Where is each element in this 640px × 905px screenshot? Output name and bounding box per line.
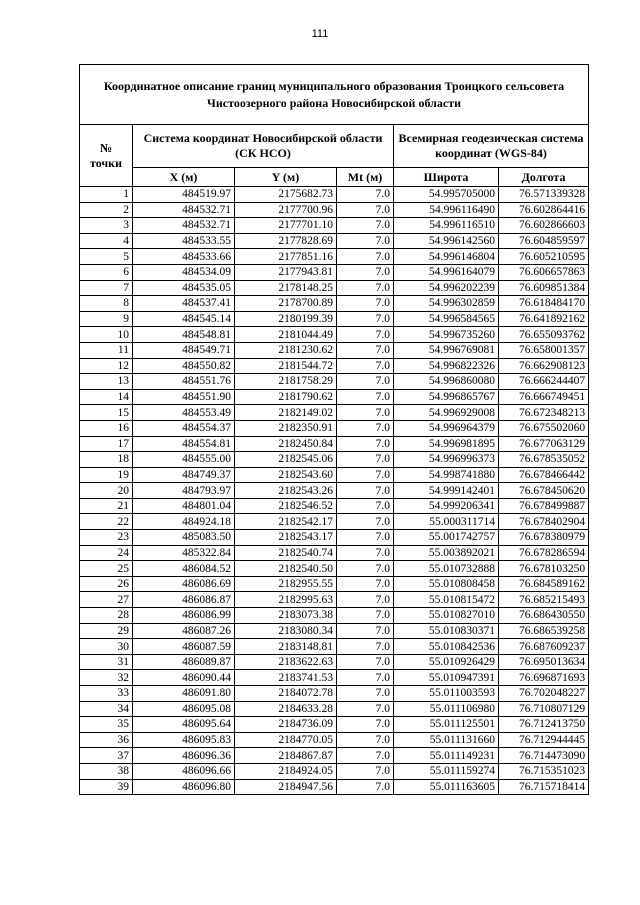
cell-point-number: 14 xyxy=(80,389,133,405)
cell-y: 2182995.63 xyxy=(235,592,337,608)
cell-y: 2181044.49 xyxy=(235,327,337,343)
cell-longitude: 76.678466442 xyxy=(499,467,589,483)
cell-x: 484555.00 xyxy=(133,452,235,468)
table-row xyxy=(80,717,589,733)
cell-y: 2183080.34 xyxy=(235,623,337,639)
cell-longitude: 76.712413750 xyxy=(499,717,589,733)
cell-point-number: 37 xyxy=(80,748,133,764)
cell-latitude: 54.996996373 xyxy=(394,452,499,468)
table-row xyxy=(80,452,589,468)
coordinates-table xyxy=(79,64,589,795)
cell-longitude: 76.666749451 xyxy=(499,389,589,405)
cell-y: 2184072.78 xyxy=(235,686,337,702)
cell-latitude: 55.001742757 xyxy=(394,530,499,546)
table-row xyxy=(80,467,589,483)
cell-point-number: 17 xyxy=(80,436,133,452)
cell-y: 2183148.81 xyxy=(235,639,337,655)
cell-mt: 7.0 xyxy=(337,608,394,624)
cell-latitude: 54.995705000 xyxy=(394,187,499,203)
cell-latitude: 54.996146804 xyxy=(394,249,499,265)
cell-point-number: 32 xyxy=(80,670,133,686)
cell-longitude: 76.712944445 xyxy=(499,732,589,748)
cell-y: 2184770.05 xyxy=(235,732,337,748)
cell-y: 2177851.16 xyxy=(235,249,337,265)
table-row xyxy=(80,405,589,421)
cell-latitude: 54.996865767 xyxy=(394,389,499,405)
cell-latitude: 54.996929008 xyxy=(394,405,499,421)
cell-point-number: 24 xyxy=(80,545,133,561)
cell-x: 484533.55 xyxy=(133,233,235,249)
table-row xyxy=(80,436,589,452)
cell-latitude: 55.010732888 xyxy=(394,561,499,577)
table-row xyxy=(80,748,589,764)
cell-longitude: 76.605210595 xyxy=(499,249,589,265)
cell-y: 2178700.89 xyxy=(235,296,337,312)
cell-y: 2175682.73 xyxy=(235,187,337,203)
table-row xyxy=(80,670,589,686)
cell-x: 486091.80 xyxy=(133,686,235,702)
cell-x: 484545.14 xyxy=(133,311,235,327)
cell-mt: 7.0 xyxy=(337,748,394,764)
cell-point-number: 33 xyxy=(80,686,133,702)
cell-point-number: 11 xyxy=(80,342,133,358)
cell-x: 484532.71 xyxy=(133,202,235,218)
cell-x: 484535.05 xyxy=(133,280,235,296)
cell-y: 2184947.56 xyxy=(235,779,337,795)
header-system-wgs84: Всемирная геодезическая система координат (WGS-84) xyxy=(394,125,589,168)
table-row xyxy=(80,686,589,702)
cell-point-number: 34 xyxy=(80,701,133,717)
cell-mt: 7.0 xyxy=(337,280,394,296)
cell-mt: 7.0 xyxy=(337,389,394,405)
table-row xyxy=(80,654,589,670)
cell-point-number: 26 xyxy=(80,576,133,592)
cell-mt: 7.0 xyxy=(337,576,394,592)
cell-longitude: 76.687609237 xyxy=(499,639,589,655)
cell-mt: 7.0 xyxy=(337,686,394,702)
cell-longitude: 76.678103250 xyxy=(499,561,589,577)
cell-y: 2182350.91 xyxy=(235,420,337,436)
cell-longitude: 76.702048227 xyxy=(499,686,589,702)
cell-latitude: 55.011163605 xyxy=(394,779,499,795)
cell-y: 2184633.28 xyxy=(235,701,337,717)
cell-y: 2182542.17 xyxy=(235,514,337,530)
cell-mt: 7.0 xyxy=(337,498,394,514)
cell-y: 2183622.63 xyxy=(235,654,337,670)
cell-mt: 7.0 xyxy=(337,202,394,218)
cell-longitude: 76.666244407 xyxy=(499,374,589,390)
table-row xyxy=(80,779,589,795)
cell-latitude: 55.000311714 xyxy=(394,514,499,530)
cell-y: 2182546.52 xyxy=(235,498,337,514)
cell-mt: 7.0 xyxy=(337,436,394,452)
cell-longitude: 76.678499887 xyxy=(499,498,589,514)
cell-longitude: 76.618484170 xyxy=(499,296,589,312)
cell-y: 2177701.10 xyxy=(235,218,337,234)
cell-x: 484532.71 xyxy=(133,218,235,234)
cell-latitude: 54.996116490 xyxy=(394,202,499,218)
cell-latitude: 55.011106980 xyxy=(394,701,499,717)
cell-mt: 7.0 xyxy=(337,233,394,249)
cell-point-number: 16 xyxy=(80,420,133,436)
cell-x: 485322.84 xyxy=(133,545,235,561)
header-y: Y (м) xyxy=(235,168,337,187)
cell-latitude: 54.996964379 xyxy=(394,420,499,436)
cell-x: 484924.18 xyxy=(133,514,235,530)
cell-mt: 7.0 xyxy=(337,218,394,234)
cell-x: 486096.36 xyxy=(133,748,235,764)
cell-y: 2182540.50 xyxy=(235,561,337,577)
header-latitude: Широта xyxy=(394,168,499,187)
cell-mt: 7.0 xyxy=(337,561,394,577)
cell-x: 486089.87 xyxy=(133,654,235,670)
cell-latitude: 54.996981895 xyxy=(394,436,499,452)
cell-latitude: 54.996584565 xyxy=(394,311,499,327)
cell-longitude: 76.678535052 xyxy=(499,452,589,468)
cell-x: 484553.49 xyxy=(133,405,235,421)
table-row xyxy=(80,639,589,655)
cell-x: 486086.87 xyxy=(133,592,235,608)
cell-x: 486084.52 xyxy=(133,561,235,577)
cell-longitude: 76.678380979 xyxy=(499,530,589,546)
cell-longitude: 76.686430550 xyxy=(499,608,589,624)
cell-y: 2177943.81 xyxy=(235,264,337,280)
cell-latitude: 55.010842536 xyxy=(394,639,499,655)
page-number: 111 xyxy=(311,28,329,40)
cell-latitude: 55.010947391 xyxy=(394,670,499,686)
cell-point-number: 21 xyxy=(80,498,133,514)
cell-latitude: 55.011149231 xyxy=(394,748,499,764)
cell-mt: 7.0 xyxy=(337,654,394,670)
cell-mt: 7.0 xyxy=(337,530,394,546)
cell-latitude: 54.996769081 xyxy=(394,342,499,358)
cell-x: 484554.37 xyxy=(133,420,235,436)
cell-y: 2183741.53 xyxy=(235,670,337,686)
cell-point-number: 13 xyxy=(80,374,133,390)
cell-point-number: 38 xyxy=(80,763,133,779)
cell-point-number: 20 xyxy=(80,483,133,499)
cell-latitude: 55.010827010 xyxy=(394,608,499,624)
table-row xyxy=(80,218,589,234)
cell-longitude: 76.684589162 xyxy=(499,576,589,592)
cell-mt: 7.0 xyxy=(337,249,394,265)
cell-mt: 7.0 xyxy=(337,374,394,390)
table-row xyxy=(80,420,589,436)
cell-x: 484537.41 xyxy=(133,296,235,312)
cell-x: 484533.66 xyxy=(133,249,235,265)
table-row xyxy=(80,498,589,514)
table-row xyxy=(80,374,589,390)
cell-y: 2184867.87 xyxy=(235,748,337,764)
cell-latitude: 55.010926429 xyxy=(394,654,499,670)
cell-x: 484551.90 xyxy=(133,389,235,405)
cell-mt: 7.0 xyxy=(337,296,394,312)
cell-longitude: 76.672348213 xyxy=(499,405,589,421)
table-row xyxy=(80,608,589,624)
cell-y: 2182450.84 xyxy=(235,436,337,452)
cell-x: 484550.82 xyxy=(133,358,235,374)
cell-x: 485083.50 xyxy=(133,530,235,546)
table-row xyxy=(80,202,589,218)
cell-x: 486086.69 xyxy=(133,576,235,592)
cell-longitude: 76.641892162 xyxy=(499,311,589,327)
cell-x: 484551.76 xyxy=(133,374,235,390)
cell-point-number: 4 xyxy=(80,233,133,249)
cell-mt: 7.0 xyxy=(337,483,394,499)
cell-latitude: 55.010808458 xyxy=(394,576,499,592)
cell-mt: 7.0 xyxy=(337,311,394,327)
cell-y: 2182545.06 xyxy=(235,452,337,468)
cell-mt: 7.0 xyxy=(337,514,394,530)
cell-y: 2182149.02 xyxy=(235,405,337,421)
table-row xyxy=(80,187,589,203)
cell-x: 484548.81 xyxy=(133,327,235,343)
cell-longitude: 76.571339328 xyxy=(499,187,589,203)
cell-latitude: 54.996860080 xyxy=(394,374,499,390)
cell-longitude: 76.715718414 xyxy=(499,779,589,795)
cell-mt: 7.0 xyxy=(337,732,394,748)
table-row xyxy=(80,530,589,546)
cell-longitude: 76.686539258 xyxy=(499,623,589,639)
cell-y: 2182543.26 xyxy=(235,483,337,499)
cell-latitude: 55.011159274 xyxy=(394,763,499,779)
cell-latitude: 54.996116510 xyxy=(394,218,499,234)
cell-latitude: 54.996822326 xyxy=(394,358,499,374)
cell-y: 2180199.39 xyxy=(235,311,337,327)
table-row xyxy=(80,233,589,249)
cell-mt: 7.0 xyxy=(337,420,394,436)
cell-mt: 7.0 xyxy=(337,264,394,280)
cell-y: 2182543.60 xyxy=(235,467,337,483)
cell-point-number: 12 xyxy=(80,358,133,374)
cell-mt: 7.0 xyxy=(337,405,394,421)
cell-x: 484549.71 xyxy=(133,342,235,358)
cell-point-number: 8 xyxy=(80,296,133,312)
cell-latitude: 54.996142560 xyxy=(394,233,499,249)
cell-point-number: 25 xyxy=(80,561,133,577)
cell-mt: 7.0 xyxy=(337,467,394,483)
table-row xyxy=(80,264,589,280)
cell-latitude: 55.011131660 xyxy=(394,732,499,748)
cell-point-number: 1 xyxy=(80,187,133,203)
cell-longitude: 76.609851384 xyxy=(499,280,589,296)
cell-x: 484554.81 xyxy=(133,436,235,452)
table-row xyxy=(80,358,589,374)
cell-point-number: 30 xyxy=(80,639,133,655)
table-row xyxy=(80,592,589,608)
table-row xyxy=(80,514,589,530)
cell-point-number: 6 xyxy=(80,264,133,280)
header-point-number: № точки xyxy=(80,125,133,187)
table-row xyxy=(80,483,589,499)
cell-y: 2182540.74 xyxy=(235,545,337,561)
cell-point-number: 5 xyxy=(80,249,133,265)
cell-point-number: 23 xyxy=(80,530,133,546)
cell-y: 2181758.29 xyxy=(235,374,337,390)
cell-latitude: 54.999206341 xyxy=(394,498,499,514)
table-row xyxy=(80,561,589,577)
cell-longitude: 76.658001357 xyxy=(499,342,589,358)
cell-point-number: 19 xyxy=(80,467,133,483)
cell-point-number: 9 xyxy=(80,311,133,327)
cell-latitude: 55.010815472 xyxy=(394,592,499,608)
cell-longitude: 76.678286594 xyxy=(499,545,589,561)
table-row xyxy=(80,280,589,296)
cell-y: 2183073.38 xyxy=(235,608,337,624)
cell-longitude: 76.685215493 xyxy=(499,592,589,608)
cell-point-number: 18 xyxy=(80,452,133,468)
cell-point-number: 31 xyxy=(80,654,133,670)
cell-latitude: 54.996302859 xyxy=(394,296,499,312)
cell-x: 484749.37 xyxy=(133,467,235,483)
cell-longitude: 76.710807129 xyxy=(499,701,589,717)
cell-y: 2182543.17 xyxy=(235,530,337,546)
cell-longitude: 76.604859597 xyxy=(499,233,589,249)
header-longitude: Долгота xyxy=(499,168,589,187)
cell-longitude: 76.602864416 xyxy=(499,202,589,218)
table-row xyxy=(80,327,589,343)
cell-longitude: 76.662908123 xyxy=(499,358,589,374)
cell-mt: 7.0 xyxy=(337,342,394,358)
cell-mt: 7.0 xyxy=(337,763,394,779)
cell-mt: 7.0 xyxy=(337,327,394,343)
cell-point-number: 39 xyxy=(80,779,133,795)
table-row xyxy=(80,389,589,405)
table-row xyxy=(80,545,589,561)
table-row xyxy=(80,576,589,592)
cell-mt: 7.0 xyxy=(337,779,394,795)
cell-latitude: 55.011125501 xyxy=(394,717,499,733)
cell-latitude: 55.011003593 xyxy=(394,686,499,702)
cell-x: 486087.26 xyxy=(133,623,235,639)
cell-longitude: 76.678402904 xyxy=(499,514,589,530)
cell-point-number: 27 xyxy=(80,592,133,608)
cell-longitude: 76.714473090 xyxy=(499,748,589,764)
cell-longitude: 76.695013634 xyxy=(499,654,589,670)
cell-x: 484534.09 xyxy=(133,264,235,280)
cell-latitude: 54.998741880 xyxy=(394,467,499,483)
cell-x: 484793.97 xyxy=(133,483,235,499)
cell-y: 2181544.72 xyxy=(235,358,337,374)
cell-point-number: 36 xyxy=(80,732,133,748)
cell-mt: 7.0 xyxy=(337,592,394,608)
cell-y: 2178148.25 xyxy=(235,280,337,296)
table-row xyxy=(80,763,589,779)
cell-latitude: 54.999142401 xyxy=(394,483,499,499)
cell-longitude: 76.677063129 xyxy=(499,436,589,452)
cell-x: 486095.83 xyxy=(133,732,235,748)
cell-point-number: 15 xyxy=(80,405,133,421)
cell-x: 486095.08 xyxy=(133,701,235,717)
table-body xyxy=(80,187,589,795)
cell-x: 486086.99 xyxy=(133,608,235,624)
table-row xyxy=(80,249,589,265)
cell-longitude: 76.606657863 xyxy=(499,264,589,280)
cell-longitude: 76.678450620 xyxy=(499,483,589,499)
cell-longitude: 76.675502060 xyxy=(499,420,589,436)
cell-point-number: 29 xyxy=(80,623,133,639)
cell-longitude: 76.696871693 xyxy=(499,670,589,686)
cell-x: 486087.59 xyxy=(133,639,235,655)
cell-y: 2181230.62 xyxy=(235,342,337,358)
cell-longitude: 76.655093762 xyxy=(499,327,589,343)
cell-latitude: 54.996164079 xyxy=(394,264,499,280)
table-row xyxy=(80,296,589,312)
cell-x: 486096.80 xyxy=(133,779,235,795)
table-row xyxy=(80,701,589,717)
cell-mt: 7.0 xyxy=(337,670,394,686)
table-row xyxy=(80,732,589,748)
cell-x: 486095.64 xyxy=(133,717,235,733)
cell-point-number: 28 xyxy=(80,608,133,624)
cell-x: 484801.04 xyxy=(133,498,235,514)
cell-mt: 7.0 xyxy=(337,545,394,561)
table-row xyxy=(80,311,589,327)
cell-latitude: 55.010830371 xyxy=(394,623,499,639)
cell-y: 2177828.69 xyxy=(235,233,337,249)
table-title: Координатное описание границ муниципального образования Троицкого сельсовета Чистоозерного района Новосибирской области xyxy=(80,65,589,125)
cell-point-number: 35 xyxy=(80,717,133,733)
cell-latitude: 54.996735260 xyxy=(394,327,499,343)
cell-longitude: 76.715351023 xyxy=(499,763,589,779)
cell-y: 2184736.09 xyxy=(235,717,337,733)
cell-point-number: 22 xyxy=(80,514,133,530)
cell-y: 2184924.05 xyxy=(235,763,337,779)
cell-x: 484519.97 xyxy=(133,187,235,203)
cell-mt: 7.0 xyxy=(337,701,394,717)
cell-latitude: 54.996202239 xyxy=(394,280,499,296)
cell-y: 2181790.62 xyxy=(235,389,337,405)
header-x: X (м) xyxy=(133,168,235,187)
cell-point-number: 3 xyxy=(80,218,133,234)
cell-mt: 7.0 xyxy=(337,187,394,203)
cell-mt: 7.0 xyxy=(337,452,394,468)
cell-longitude: 76.602866603 xyxy=(499,218,589,234)
cell-point-number: 2 xyxy=(80,202,133,218)
table-row xyxy=(80,342,589,358)
cell-point-number: 7 xyxy=(80,280,133,296)
header-system-local: Система координат Новосибирской области (СК НСО) xyxy=(133,125,394,168)
cell-point-number: 10 xyxy=(80,327,133,343)
cell-mt: 7.0 xyxy=(337,358,394,374)
cell-mt: 7.0 xyxy=(337,717,394,733)
cell-y: 2182955.55 xyxy=(235,576,337,592)
header-mt: Mt (м) xyxy=(337,168,394,187)
cell-y: 2177700.96 xyxy=(235,202,337,218)
cell-mt: 7.0 xyxy=(337,639,394,655)
table-row xyxy=(80,623,589,639)
cell-x: 486096.66 xyxy=(133,763,235,779)
cell-latitude: 55.003892021 xyxy=(394,545,499,561)
cell-mt: 7.0 xyxy=(337,623,394,639)
cell-x: 486090.44 xyxy=(133,670,235,686)
